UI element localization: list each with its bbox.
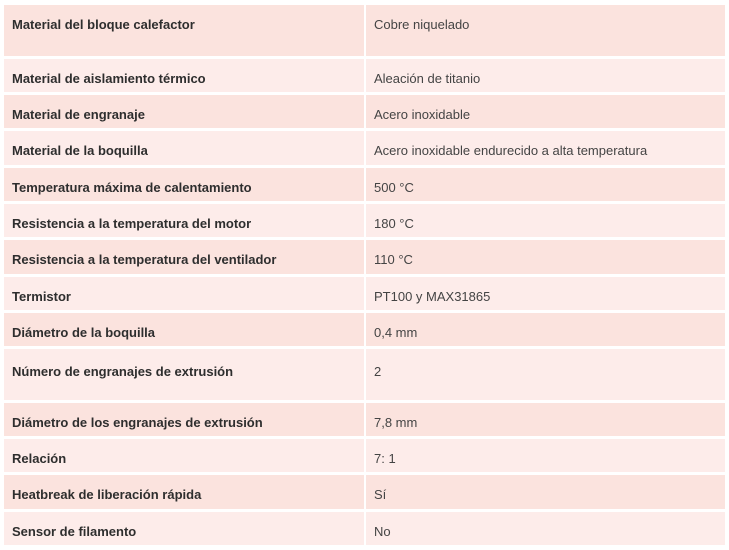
spec-value: Aleación de titanio	[366, 59, 725, 92]
table-row	[4, 240, 725, 274]
spec-label: Temperatura máxima de calentamiento	[4, 168, 364, 201]
spec-value: PT100 y MAX31865	[366, 277, 725, 310]
spec-label: Resistencia a la temperatura del motor	[4, 204, 364, 237]
spec-value: 7: 1	[366, 439, 725, 472]
spec-label: Diámetro de los engranajes de extrusión	[4, 403, 364, 436]
spec-label: Resistencia a la temperatura del ventilador	[4, 240, 364, 274]
spec-value: Acero inoxidable	[366, 95, 725, 128]
specifications-table	[2, 2, 727, 548]
spec-label: Material de engranaje	[4, 95, 364, 128]
table-row	[4, 168, 725, 201]
table-row	[4, 204, 725, 237]
spec-value: 500 °C	[366, 168, 725, 201]
table-row	[4, 313, 725, 346]
table-row	[4, 95, 725, 128]
spec-label: Material del bloque calefactor	[4, 5, 364, 56]
spec-label: Relación	[4, 439, 364, 472]
spec-value: No	[366, 512, 725, 545]
spec-value: Sí	[366, 475, 725, 509]
spec-value: 7,8 mm	[366, 403, 725, 436]
table-row	[4, 512, 725, 545]
table-row	[4, 403, 725, 436]
spec-value: 110 °C	[366, 240, 725, 274]
spec-value: 2	[366, 349, 725, 400]
spec-label: Número de engranajes de extrusión	[4, 349, 364, 400]
spec-label: Material de la boquilla	[4, 131, 364, 165]
table-row	[4, 439, 725, 472]
table-row	[4, 5, 725, 56]
table-row	[4, 475, 725, 509]
spec-label: Termistor	[4, 277, 364, 310]
spec-label: Sensor de filamento	[4, 512, 364, 545]
table-row	[4, 131, 725, 165]
spec-value: 0,4 mm	[366, 313, 725, 346]
spec-value: Cobre niquelado	[366, 5, 725, 56]
spec-value: 180 °C	[366, 204, 725, 237]
spec-value: Acero inoxidable endurecido a alta temperatura	[366, 131, 725, 165]
spec-label: Diámetro de la boquilla	[4, 313, 364, 346]
spec-label: Heatbreak de liberación rápida	[4, 475, 364, 509]
table-row	[4, 59, 725, 92]
table-row	[4, 277, 725, 310]
table-row	[4, 349, 725, 400]
spec-label: Material de aislamiento térmico	[4, 59, 364, 92]
